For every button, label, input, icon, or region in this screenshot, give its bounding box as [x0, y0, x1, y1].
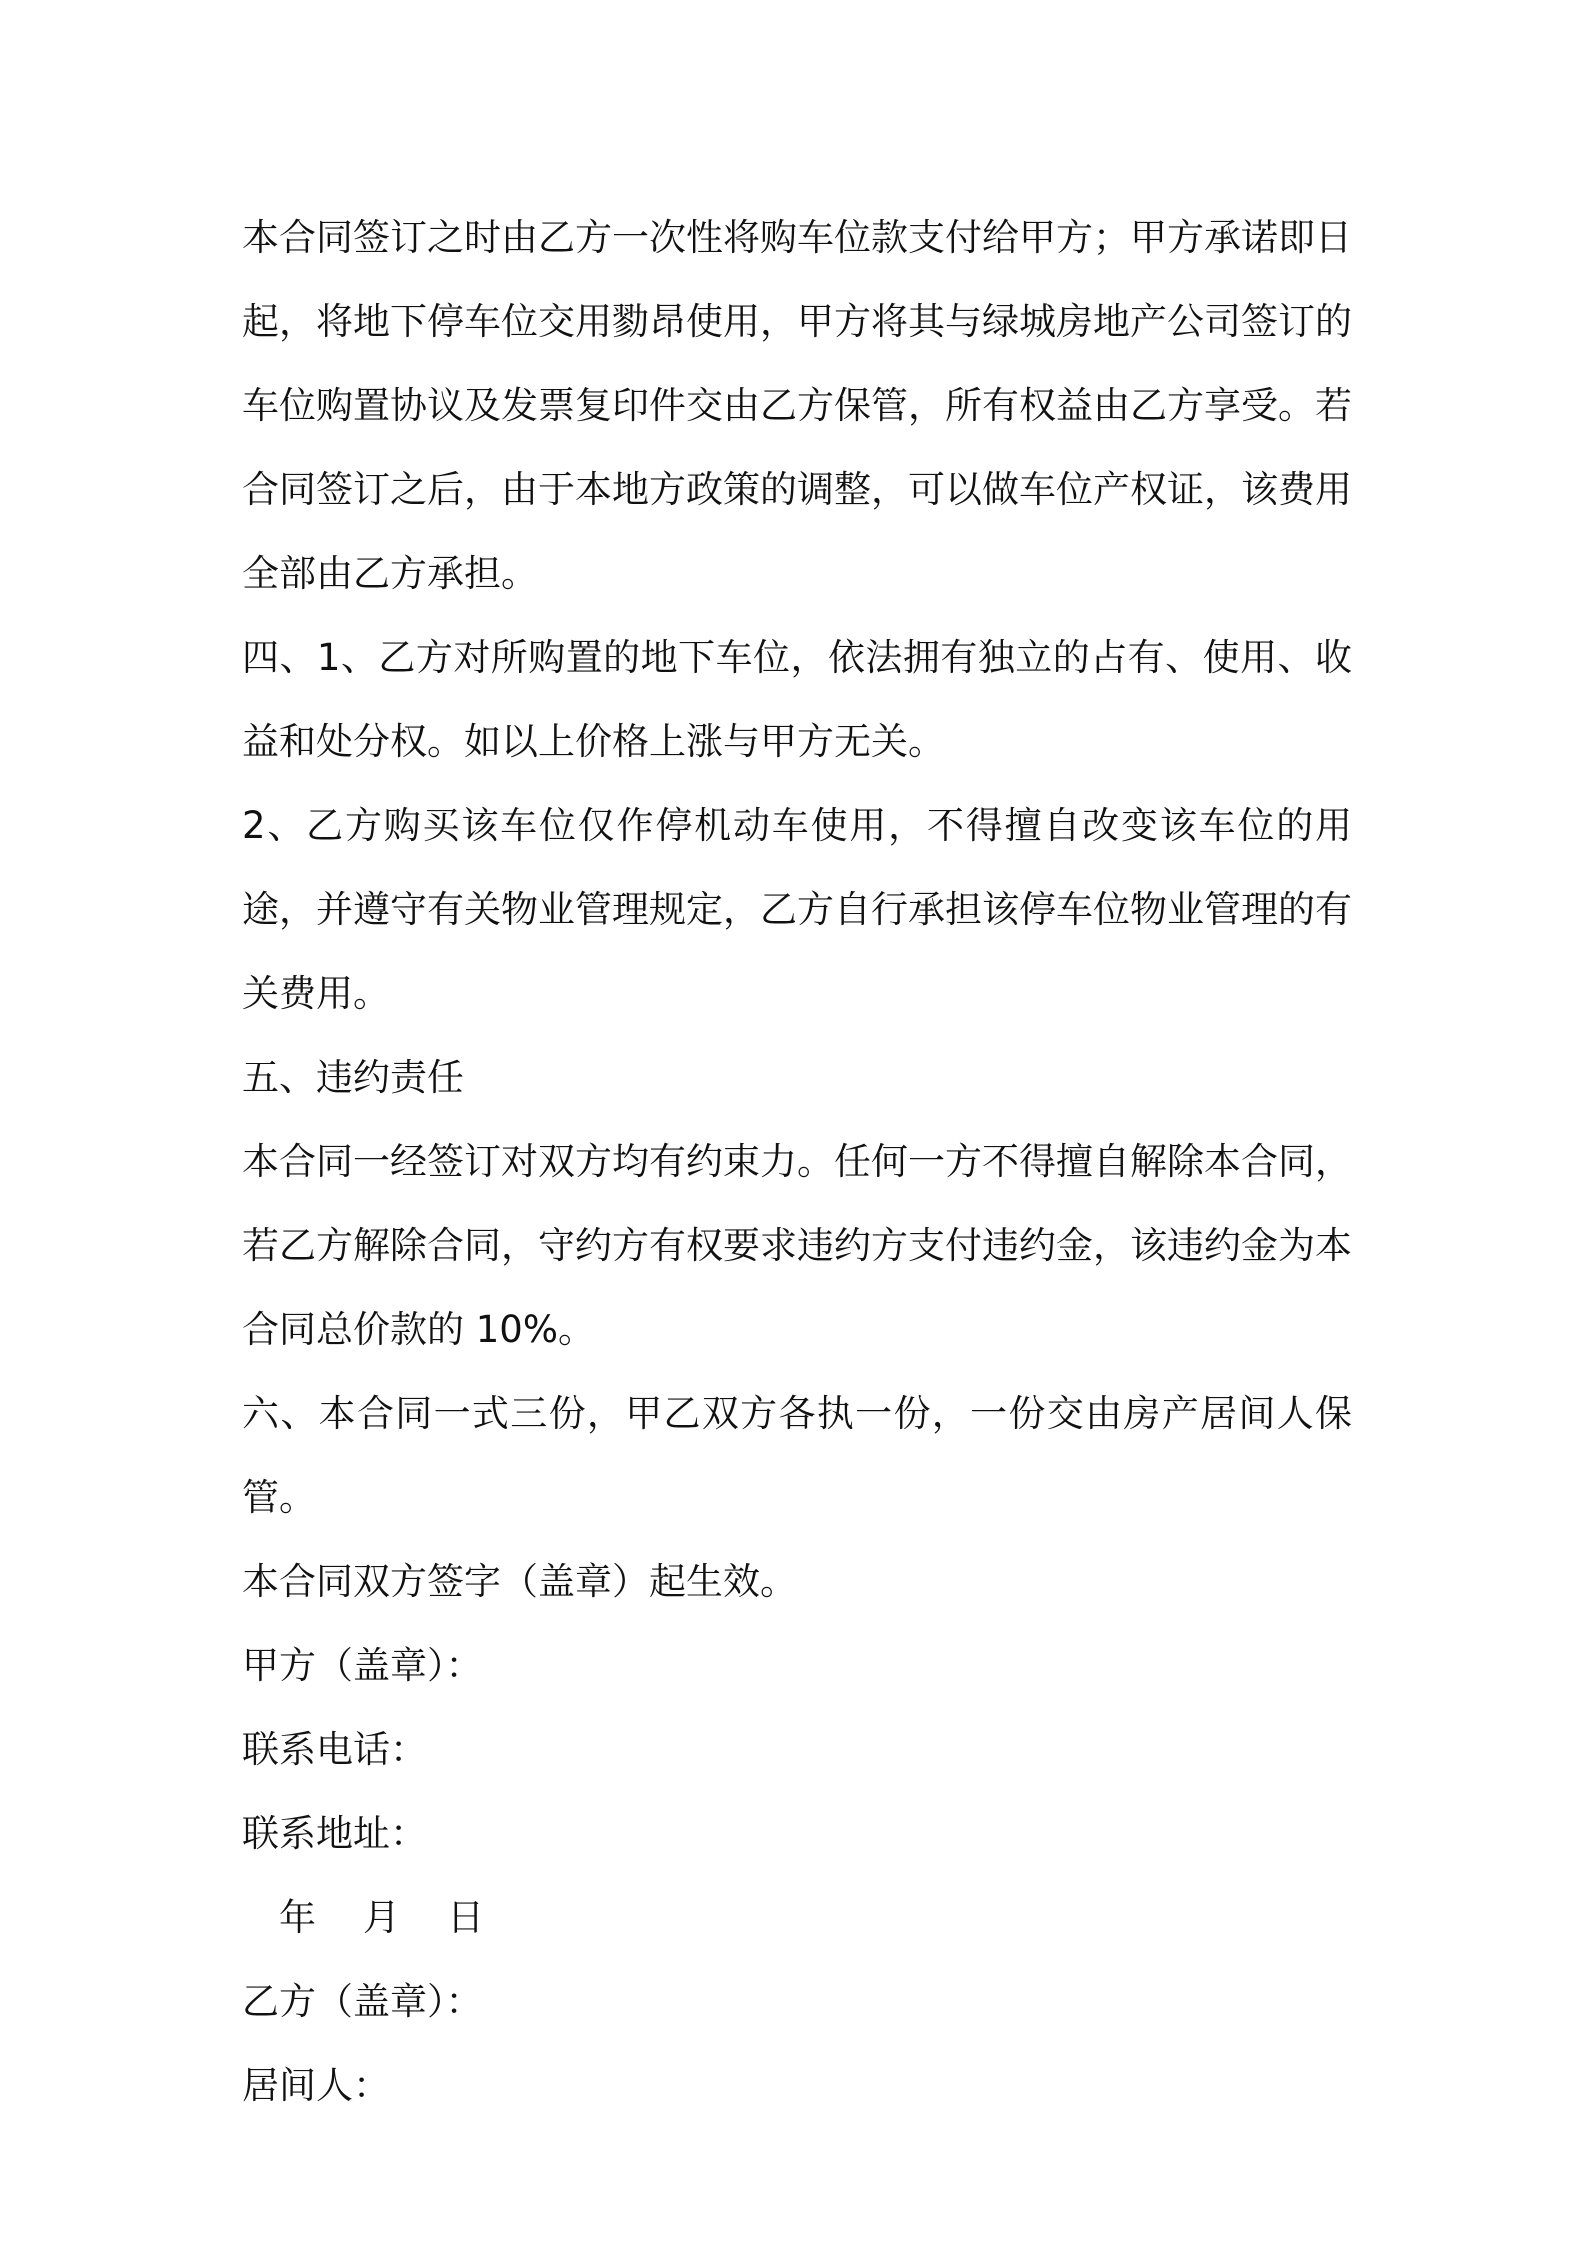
heading-breach-liability: 五、违约责任: [242, 1056, 464, 1099]
paragraph-clause-six: 六、本合同一式三份，甲乙双方各执一份，一份交由房产居间人保管。: [242, 1392, 1352, 1519]
signature-date: 年 月 日: [279, 1896, 485, 1939]
signature-party-b: 乙方（盖章）：: [242, 1980, 483, 2023]
signature-party-a: 甲方（盖章）：: [242, 1644, 483, 1687]
paragraph-payment-terms: 本合同签订之时由乙方一次性将购车位款支付给甲方；甲方承诺即日起，将地下停车位交用勠昂使用，甲方将其与绿城房地产公司签订的车位购置协议及发票复印件交由乙方保管，所有权益由乙方享受。若合同签订之后，由于本地方政策的调整，可以做车位产权证，该费用全部由乙方承担。: [242, 216, 1352, 595]
paragraph-breach-terms: 本合同一经签订对双方均有约束力。任何一方不得擅自解除本合同，若乙方解除合同，守约方有权要求违约方支付违约金，该违约金为本合同总价款的 10%。: [242, 1140, 1352, 1351]
paragraph-effective: 本合同双方签字（盖章）起生效。: [242, 1560, 797, 1603]
signature-phone: 联系电话：: [242, 1728, 427, 1771]
signature-intermediary: 居间人：: [242, 2064, 390, 2107]
paragraph-clause-four-1: 四、1、乙方对所购置的地下车位，依法拥有独立的占有、使用、收益和处分权。如以上价格上涨与甲方无关。: [242, 636, 1352, 763]
signature-address: 联系地址：: [242, 1812, 427, 1855]
document-body: [242, 196, 1352, 2128]
paragraph-clause-four-2: 2、乙方购买该车位仅作停机动车使用，不得擅自改变该车位的用途，并遵守有关物业管理规定，乙方自行承担该停车位物业管理的有关费用。: [242, 804, 1352, 1015]
